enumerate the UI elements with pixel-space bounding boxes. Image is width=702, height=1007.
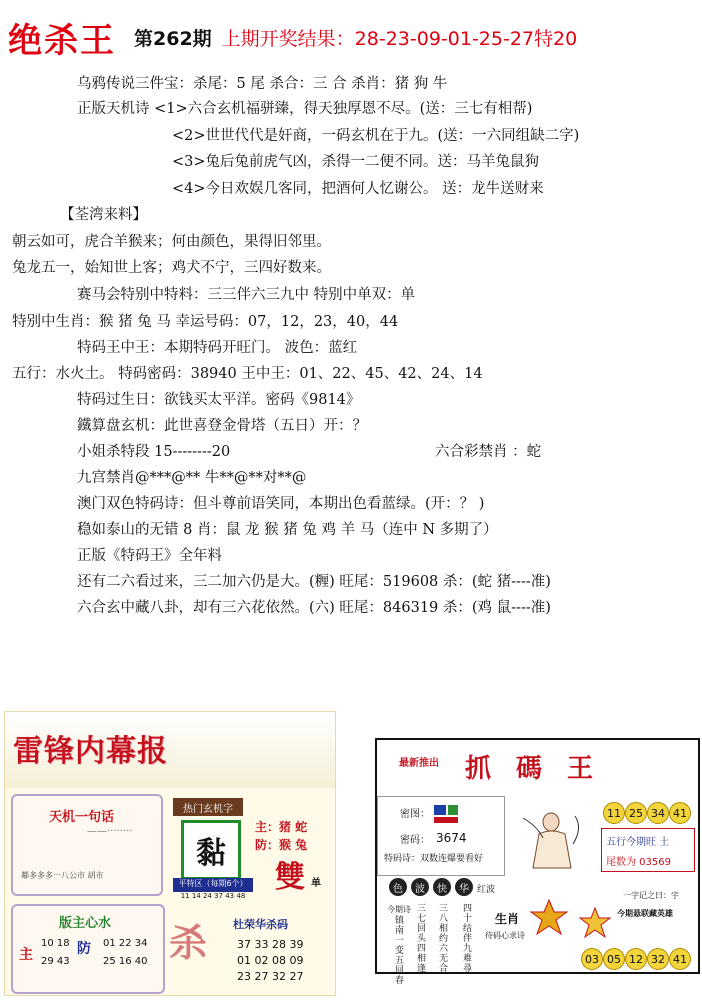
double-glyph: 雙 — [275, 860, 305, 895]
chip: 波 — [411, 878, 429, 896]
shengxiao-label: 生肖 — [495, 912, 520, 926]
mima-value: 3674 — [436, 831, 467, 845]
text-line: 朝云如可，虎合羊猴来；何由颜色，果得旧邻里。 — [12, 234, 331, 250]
wuxing-line: 五行今期旺 土 — [606, 837, 670, 848]
number-ball: 34 — [647, 802, 669, 824]
issue-number: 第262期 — [134, 27, 212, 50]
jinqi-label: 今期诗 — [387, 905, 411, 914]
mitu-graphic — [434, 805, 446, 815]
fang-label: 防 — [77, 941, 91, 957]
fang-num-row: 25 16 40 — [103, 956, 148, 967]
number-ball: 41 — [669, 948, 691, 970]
fine-print: 鄰多多多一八公市 胡市 — [21, 871, 104, 880]
previous-result: 上期开奖结果：28-23-09-01-25-27特20 — [221, 27, 578, 50]
number-ball: 03 — [581, 948, 603, 970]
text-line: 特别中生肖：猴 猪 兔 马 幸运号码：07，12，23，40，44 — [12, 314, 399, 330]
mitu-graphic — [448, 805, 458, 815]
kill-row: 23 27 32 27 — [237, 970, 304, 983]
chip: 华 — [455, 878, 473, 896]
zhu-label: 主 — [19, 947, 33, 963]
zhu-num-row: 10 18 — [41, 938, 70, 949]
text-line: 正版天机诗 <1>六合玄机福骈臻，得天独厚恩不尽。(送：三七有相帮) — [77, 101, 533, 117]
chip-tail: 红波 — [477, 885, 496, 895]
chip: 色 — [389, 878, 407, 896]
chip: 快 — [433, 878, 451, 896]
yizi-line: 一字记之曰：宇 — [623, 891, 679, 900]
figure-illustration — [513, 798, 593, 876]
kill-row: 37 33 28 39 — [237, 938, 304, 951]
zhuama-panel — [375, 738, 700, 986]
zhu-num-row: 29 43 — [41, 956, 70, 967]
kill-title: 杜荣华杀码 — [233, 918, 288, 931]
text-line: 兔龙五一，始知世上客；鸡犬不宁，三四好数来。 — [12, 260, 331, 276]
rooster-icon — [527, 898, 571, 938]
weishu-line: 尾数为 03569 — [606, 857, 671, 868]
poem-column: 三八相约六无合 — [439, 904, 449, 974]
banzhu-box — [11, 904, 165, 994]
mitu-graphic — [434, 817, 458, 823]
poem-column: 四十结伴九难尋 — [463, 904, 473, 974]
mitu-box — [377, 796, 505, 876]
poem-line: 特码诗：双数连爆要看好 — [384, 854, 484, 864]
number-ball: 32 — [647, 948, 669, 970]
pingte-numbers: 11 14 24 37 43 48 — [180, 892, 246, 900]
banzhu-title: 版主心水 — [59, 916, 112, 931]
mitu-label: 密图： — [400, 809, 430, 820]
kill-row: 01 02 08 09 — [237, 954, 304, 967]
panel-banner — [5, 712, 335, 788]
latest-label: 最新推出 — [399, 758, 439, 769]
text-line: 澳门双色特码诗：但斗尊前语笑同，本期出色看蓝绿。(开：？ ) — [77, 496, 485, 512]
rooster-icon — [577, 906, 613, 940]
text-line: <4>今日欢娱几客同，把酒何人忆谢公。 送：龙牛送财来 — [172, 181, 544, 197]
daima-label: 待码心求诗 — [485, 931, 525, 940]
text-line: 赛马会特别中特料：三三伴六三九中 特别中单双：单 — [77, 287, 416, 303]
text-line: <2>世世代代是奸商，一码玄机在于九。(送：一六同组缺二字) — [172, 128, 580, 144]
leifeng-panel — [4, 711, 336, 996]
number-ball: 05 — [603, 948, 625, 970]
tianji-title: 天机一句话 — [49, 810, 115, 825]
tianji-box — [11, 794, 163, 896]
tianji-sub: ——········ — [87, 826, 133, 837]
brand-title: 绝杀王 — [8, 20, 116, 61]
hot-word-label: 热门玄机字 — [173, 798, 243, 816]
text-line: 九宫禁肖@***@** 牛**@**对**@ — [77, 470, 307, 486]
sha-glyph: 杀 — [169, 920, 208, 965]
pingte-label: 平特区（每期6个） — [173, 878, 253, 892]
text-line: <3>兔后兔前虎气凶，杀得一二便不同。送：马羊兔鼠狗 — [172, 154, 540, 170]
text-line: 六合彩禁肖 ：蛇 — [435, 444, 542, 460]
poem-column: 三七回头四相逢 — [417, 904, 427, 974]
text-line: 五行：水火土。 特码密码：38940 王中王：01、22、45、42、24、14 — [12, 366, 483, 382]
zhu-animals: 主：猪 蛇 — [255, 820, 308, 834]
wuxing-box — [601, 828, 695, 872]
hot-word: 黏 — [181, 820, 241, 880]
section-heading: 【荃湾来料】 — [60, 207, 147, 223]
number-ball: 12 — [625, 948, 647, 970]
text-line: 乌鸦传说三件宝：杀尾：5 尾 杀合：三 合 杀肖：猪 狗 牛 — [77, 76, 448, 92]
panel-title: 雷锋内幕报 — [13, 734, 168, 769]
text-line: 正版《特码王》全年料 — [77, 548, 222, 564]
mima-label: 密码： — [400, 835, 430, 846]
text-line: 特码过生日：欲钱买太平洋。密码《9814》 — [77, 392, 361, 408]
text-line: 特码王中王：本期特码开旺门。 波色：蓝红 — [77, 340, 358, 356]
single-glyph: 单 — [311, 878, 321, 889]
number-ball: 11 — [603, 802, 625, 824]
poem-column: 镇南一变五回春 — [395, 916, 405, 986]
text-line: 鐵算盘玄机：此世喜登金骨塔（五日）开：？ — [77, 418, 367, 434]
number-ball: 25 — [625, 802, 647, 824]
text-line: 稳如泰山的无错 8 肖：鼠 龙 猴 猪 兔 鸡 羊 马（连中 N 多期了） — [77, 522, 498, 538]
page-header — [8, 18, 578, 61]
zhuama-title: 抓 碼 王 — [465, 754, 602, 784]
text-line: 六合玄中藏八卦，却有三六花依然。(六) 旺尾：846319 杀：(鸡 鼠----准) — [77, 600, 551, 616]
text-line: 还有二六看过来，三二加六仍是大。(糎) 旺尾：519608 杀：(蛇 猪----准) — [77, 574, 551, 590]
fang-animals: 防：猴 兔 — [255, 838, 308, 852]
text-line: 小姐杀特段 15--------20 — [77, 444, 231, 460]
number-ball: 41 — [669, 802, 691, 824]
fang-num-row: 01 22 34 — [103, 938, 148, 949]
jinqi-hint: 今期悬联藏英雄 — [617, 909, 673, 918]
